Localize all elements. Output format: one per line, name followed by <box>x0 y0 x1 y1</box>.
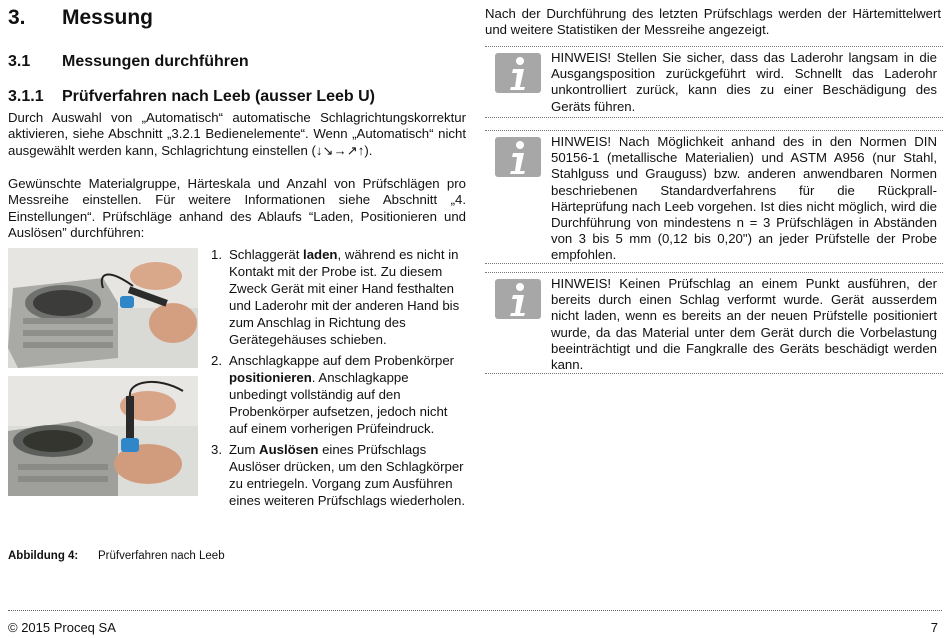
subsection-heading <box>8 88 375 106</box>
note-text: HINWEIS! Stellen Sie sicher, dass das Laderohr langsam in die Ausgangsposition zurückgeführt wird. Schnellt das Laderohr unkontrolliert zurück, kann dies zu einer Beschädigung des Geräts führen. <box>551 50 937 114</box>
step-text-pre: Zum <box>229 442 260 457</box>
page-number: 7 <box>930 620 938 635</box>
step-load <box>211 246 469 348</box>
info-icon <box>495 279 541 319</box>
caption-text: Prüfverfahren nach Leeb <box>98 550 225 562</box>
intro-paragraph: Durch Auswahl von „Automatisch“ automatische Schlagrichtungskorrektur aktivieren, siehe Abschnitt „3.2.1 Bedienelemente“. Wenn „Automatisch“ nicht ausgewählt werden kann, Schlagrichtung einstellen (↓↘→↗↑). <box>8 110 466 158</box>
footer-divider <box>8 610 942 611</box>
subsection-title: Prüfverfahren nach Leeb (ausser Leeb U) <box>62 88 375 105</box>
photo-positioning-device <box>8 376 198 496</box>
step-text-pre: Anschlagkappe auf dem Probenkörper <box>229 353 455 368</box>
step-text <box>229 246 469 348</box>
figure-caption <box>8 550 225 562</box>
note-box <box>485 46 943 118</box>
info-icon <box>495 137 541 177</box>
step-number: 2. <box>211 353 222 368</box>
note-text: HINWEIS! Nach Möglichkeit anhand des in den Normen DIN 50156-1 (metallische Materialien) und ASTM A956 (nur Stahl, Stahlguss und Grauguss) bzw. anderen anwendbaren Normen beschriebenen Standardverfahrens für die Rückprall-Härteprüfung nach Leeb vorgehen. Ist dies nicht möglich, wird die Durchführung von mindestens n = 3 Prüfschlägen in Abständen von 3 bis 5 mm (0,12 bis 0,20") an jeder Prüfstelle der Probe empfohlen. <box>551 134 937 263</box>
step-text-post: , während es nicht in Kontakt mit der Probe ist. Zu diesem Zweck Gerät mit einer Hand festhalten und Laderohr mit der anderen Hand bis zum Anschlag in Richtung des Gerätegehäuses schieben. <box>229 247 460 347</box>
chapter-title: Messung <box>62 6 154 29</box>
photo-loading-device <box>8 248 198 368</box>
step-text <box>229 352 469 437</box>
footer-copyright: © 2015 Proceq SA <box>8 620 116 635</box>
note-box <box>485 272 943 374</box>
section-heading <box>8 53 249 71</box>
chapter-heading <box>8 6 153 30</box>
note-box <box>485 130 943 264</box>
step-keyword: laden <box>303 247 338 262</box>
step-release <box>211 441 469 509</box>
settings-paragraph: Gewünschte Materialgruppe, Härteskala und Anzahl von Prüfschlägen pro Messreihe einstellen. Für weitere Informationen siehe Abschnitt „4. Einstellungen“. Prüfschläge anhand des Ablaufs “Laden, Positionieren und Auslösen” durchführen: <box>8 176 466 241</box>
procedure-steps <box>211 246 469 513</box>
step-number: 1. <box>211 247 222 262</box>
section-number: 3.1 <box>8 53 31 70</box>
step-keyword: Auslösen <box>259 442 319 457</box>
section-title: Messungen durchführen <box>62 53 249 70</box>
subsection-number: 3.1.1 <box>8 88 44 105</box>
step-position <box>211 352 469 437</box>
step-number: 3. <box>211 442 222 457</box>
step-text-pre: Schlaggerät <box>229 247 304 262</box>
info-icon <box>495 53 541 93</box>
step-text-post: eines Prüfschlags Auslöser drücken, um den Schlagkörper zu entriegeln. Vorgang zum Ausführen eines weiteren Prüfschlags wiederholen. <box>229 442 466 508</box>
chapter-number: 3. <box>8 6 26 29</box>
caption-label: Abbildung 4: <box>8 550 79 562</box>
step-text <box>229 441 469 509</box>
step-text-post: . Anschlagkappe unbedingt vollständig auf den Probenkörper aufsetzen, jedoch nicht auf einem vorherigen Prüfeindruck. <box>229 370 448 436</box>
note-text: HINWEIS! Keinen Prüfschlag an einem Punkt ausführen, der bereits durch einen Schlag verformt wurde. Gerät ausserdem nicht laden, wenn es bereits an der neuen Prüfstelle positioniert wurde, da das Material unter dem Gerät durch die Vorbelastung beeinträchtigt und die Fangkralle des Geräts beschädigt werden kann. <box>551 276 937 373</box>
result-paragraph: Nach der Durchführung des letzten Prüfschlags werden der Härtemittelwert und weitere Statistiken der Messreihe angezeigt. <box>485 6 941 37</box>
step-keyword: positionieren <box>229 370 312 385</box>
